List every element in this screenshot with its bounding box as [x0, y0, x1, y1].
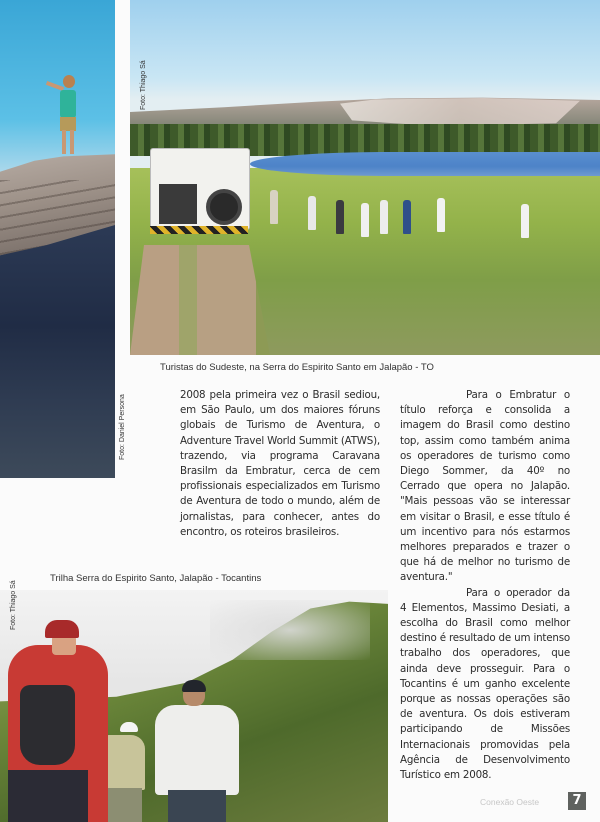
- tourist-figure: [380, 200, 388, 234]
- tourist-figure: [308, 196, 316, 230]
- magazine-name: Conexão Oeste: [480, 797, 540, 807]
- dirt-road: [130, 245, 270, 355]
- photo-credit-bottom: Foto: Thiago Sá: [10, 580, 17, 630]
- photo-credit-persona: Foto: Daniel Persona: [119, 394, 126, 460]
- photo-child-on-rock: [0, 0, 115, 478]
- child-shorts: [60, 117, 76, 131]
- cliff-face: [340, 98, 580, 126]
- truck-bumper: [150, 226, 248, 234]
- tourist-figure: [521, 204, 529, 238]
- tourist-figure: [270, 190, 278, 224]
- child-head: [63, 75, 75, 88]
- lake: [250, 152, 600, 176]
- rock-shadow: [0, 225, 115, 478]
- article-paragraph: Para o operador da 4 Elementos, Massimo Desiati, a escolha do Brasil como melhor destino é resultado de um intenso trabalho dos operadores, que ainda deve prosseguir. Para o Tocantins é um ganho excelente porque as nossas operações são de aventura. Os dois estiveram participando de Missões Internacionais promovidas pela Agência de Desenvolvimento Turístico em 2008.: [400, 586, 570, 782]
- spare-tire: [206, 189, 242, 225]
- truck-door: [159, 184, 197, 224]
- article-paragraph: 2008 pela primeira vez o Brasil sediou, em São Paulo, um dos maiores fóruns globais de Turismo de Aventura, o Adventure Travel World Summit (ATWS), trazendo, via programa Caravana Brasilm da Embratur, cerca de cem profissionais especializados em Turismo de Aventura de todo o mundo, além de jornalistas, para conhecer, antes do encontro, os roteiros brasileiros.: [180, 389, 380, 538]
- article-paragraph: Para o Embratur o título reforça e consolida a imagem do Brasil como destino top, assim como também anima os operadores de turismo como Diego Sommer, da 40º no Cerrado que opera no Jalapão. "Mais pessoas vão se interessar em visitar o Brasil, e esse título é um incentivo para nós estarmos melhores preparados e trazer o que há de melhor no turismo de aventura.": [400, 389, 570, 584]
- hiker-jeans: [168, 790, 226, 822]
- article-column-right: [400, 388, 570, 783]
- child-legs: [62, 130, 74, 154]
- hiker-white-cap: [120, 722, 138, 732]
- child-shirt: [60, 90, 76, 118]
- safari-truck: [150, 148, 250, 230]
- tourist-figure: [437, 198, 445, 232]
- tourist-figure: [361, 203, 369, 237]
- hiker-neck: [52, 635, 76, 655]
- photo-credit-top: Foto: Thiago Sá: [140, 60, 147, 110]
- tourist-figure: [403, 200, 411, 234]
- hiker-red-cap: [45, 620, 79, 638]
- article-column-left: [180, 388, 380, 540]
- tourist-figure: [336, 200, 344, 234]
- hiker-dark-pants: [8, 770, 88, 822]
- photo-tourists-savanna: [130, 0, 600, 355]
- hiker-dark-cap: [182, 680, 206, 692]
- photo-hikers-trail: [0, 590, 388, 822]
- page-number: 7: [568, 792, 586, 810]
- hiker-backpack: [20, 685, 75, 765]
- photo-caption-top: Turistas do Sudeste, na Serra do Espirito Santo em Jalapão - TO: [160, 362, 434, 373]
- mist: [210, 600, 370, 660]
- photo-caption-bottom: Trilha Serra do Espirito Santo, Jalapão - Tocantins: [50, 573, 262, 584]
- hiker-white-shirt: [155, 705, 239, 795]
